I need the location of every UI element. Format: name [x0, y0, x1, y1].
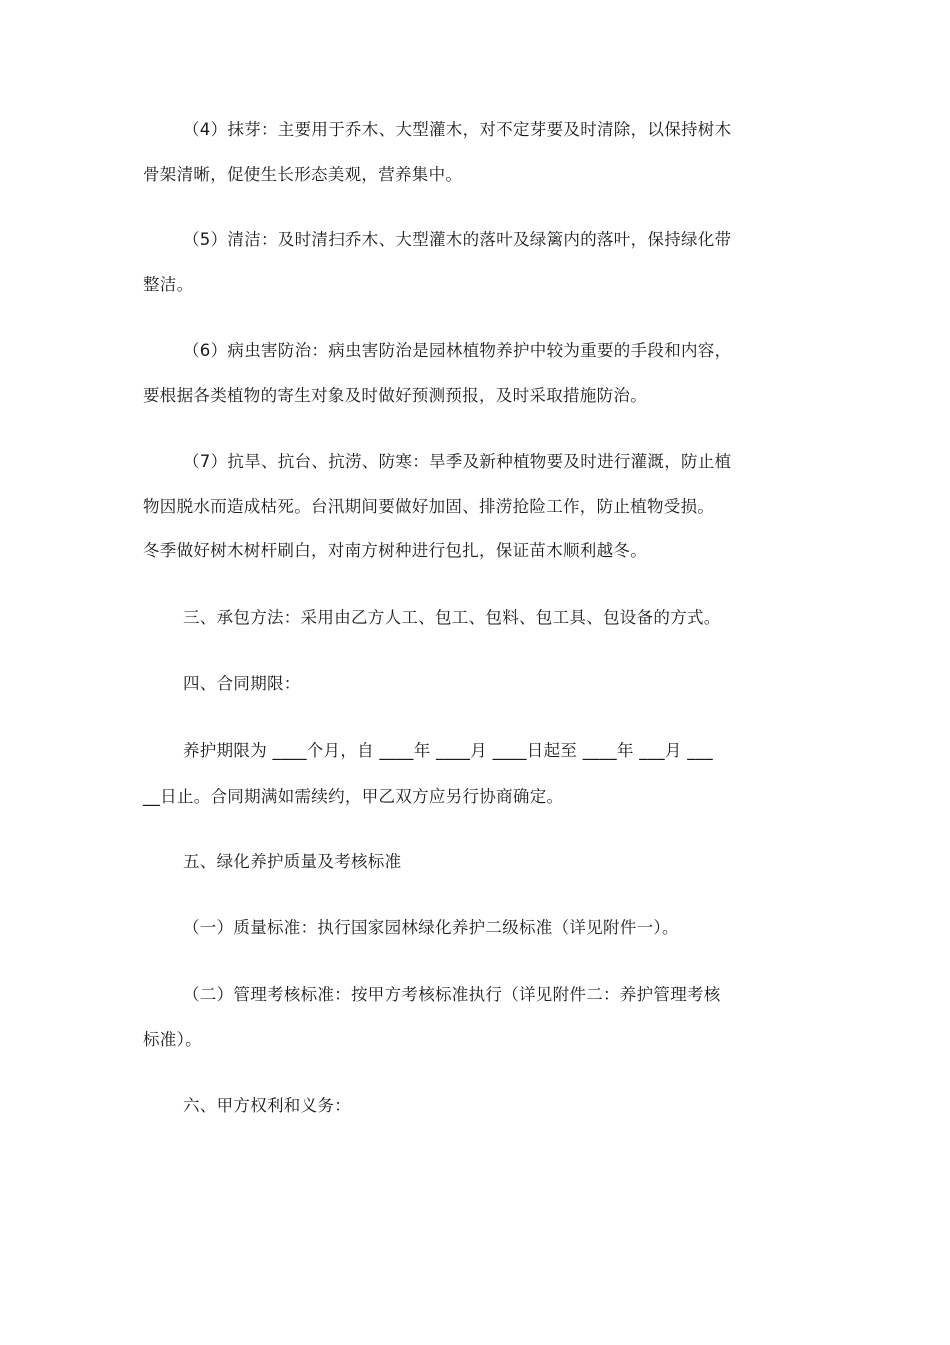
paragraph-cleaning-line-2: 整洁。	[143, 275, 194, 294]
paragraph-pruning-line-1: （4）抹芽：主要用于乔木、大型灌木，对不定芽要及时清除，以保持树木	[183, 120, 732, 139]
section-party-a-rights-heading: 六、甲方权利和义务：	[183, 1096, 351, 1115]
paragraph-assessment-line-1: （二）管理考核标准：按甲方考核标准执行（详见附件二：养护管理考核	[183, 985, 721, 1004]
paragraph-term-line-1: 养护期限为 ____个月，自 ____年 ____月 ____日起至 ____年 ___月 ___	[183, 741, 713, 760]
paragraph-pest-control-line-1: （6）病虫害防治：病虫害防治是园林植物养护中较为重要的手段和内容，	[183, 341, 732, 360]
section-contract-term-heading: 四、合同期限：	[183, 674, 301, 693]
section-contract-method: 三、承包方法：采用由乙方人工、包工、包料、包工具、包设备的方式。	[183, 608, 721, 627]
paragraph-term-line-2: __日止。合同期满如需续约，甲乙双方应另行协商确定。	[143, 787, 564, 806]
paragraph-pest-control-line-2: 要根据各类植物的寄生对象及时做好预测预报，及时采取措施防治。	[143, 386, 647, 405]
paragraph-drought-line-3: 冬季做好树木树杆刷白，对南方树种进行包扎，保证苗木顺利越冬。	[143, 541, 647, 560]
paragraph-drought-line-2: 物因脱水而造成枯死。台汛期间要做好加固、排涝抢险工作，防止植物受损。	[143, 497, 715, 516]
paragraph-drought-line-1: （7）抗旱、抗台、抗涝、防寒：旱季及新种植物要及时进行灌溉，防止植	[183, 452, 732, 471]
section-quality-heading: 五、绿化养护质量及考核标准	[183, 852, 402, 871]
paragraph-assessment-line-2: 标准）。	[143, 1030, 202, 1049]
paragraph-quality-standard: （一）质量标准：执行国家园林绿化养护二级标准（详见附件一）。	[183, 918, 679, 937]
paragraph-pruning-line-2: 骨架清晰，促使生长形态美观，营养集中。	[143, 165, 463, 184]
paragraph-cleaning-line-1: （5）清洁：及时清扫乔木、大型灌木的落叶及绿篱内的落叶，保持绿化带	[183, 230, 732, 249]
